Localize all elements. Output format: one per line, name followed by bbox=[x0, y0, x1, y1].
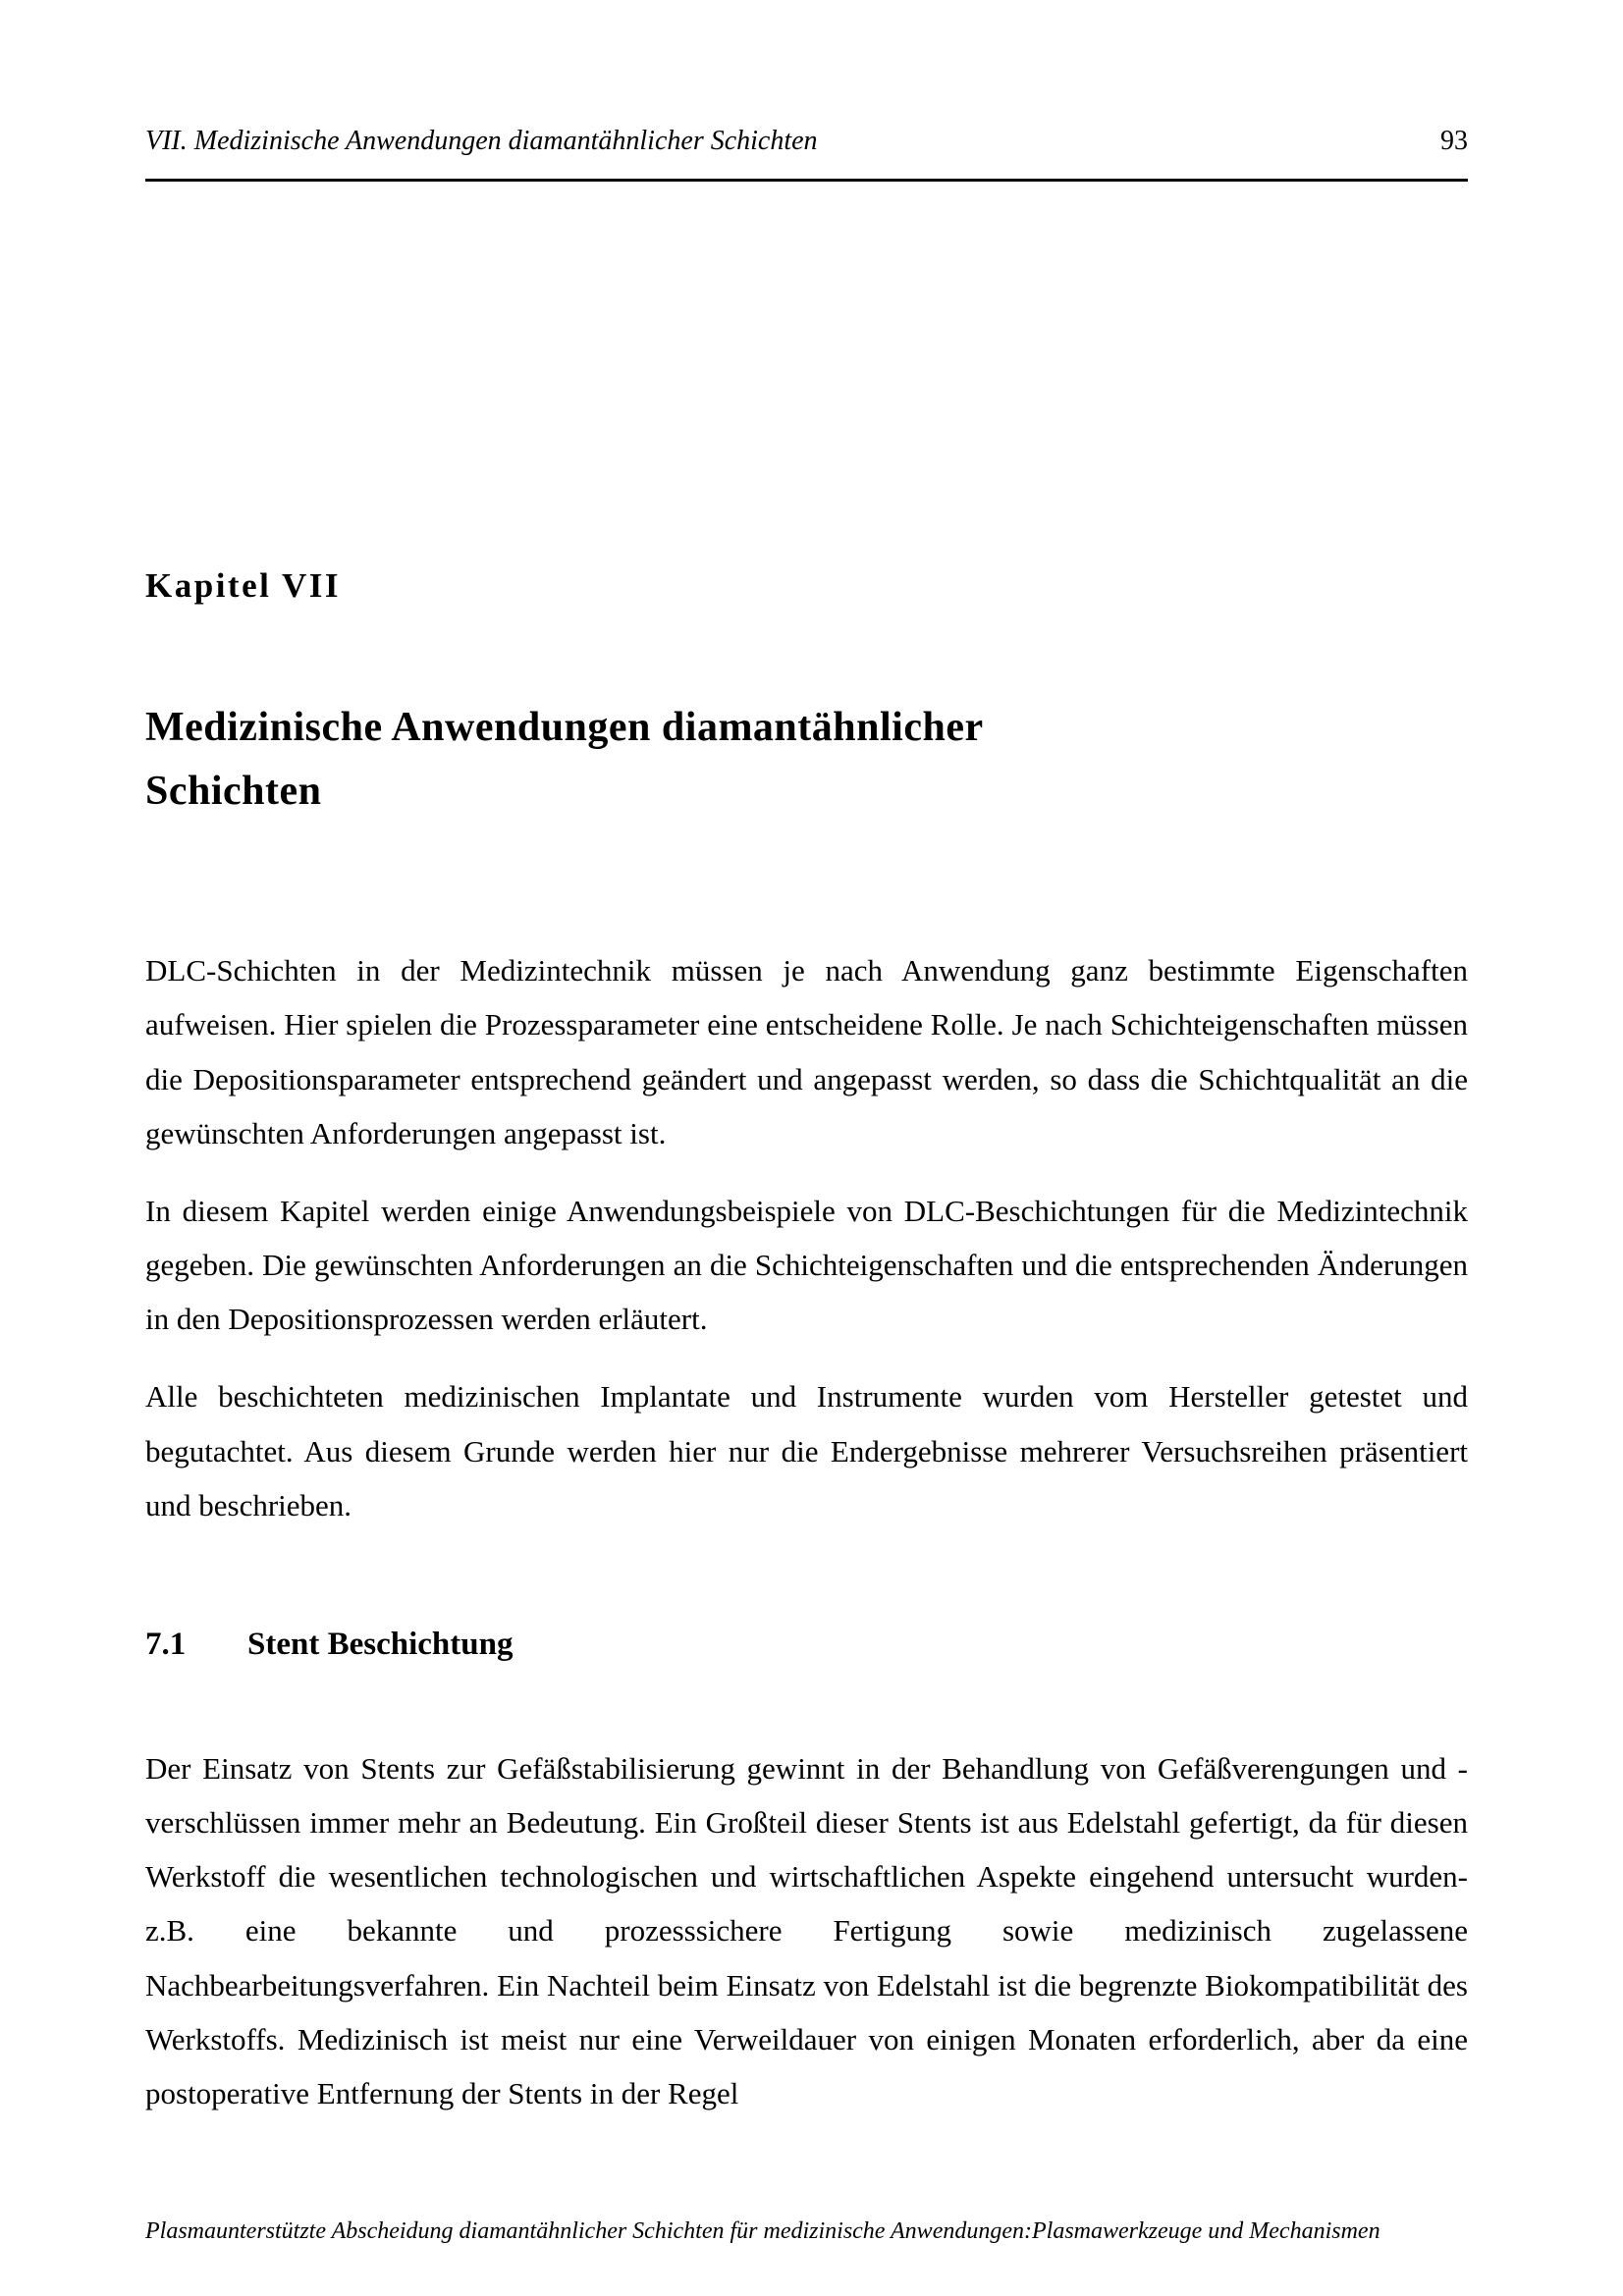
chapter-title: Medizinische Anwendungen diamantähnlicher Schichten bbox=[145, 705, 983, 815]
page-header bbox=[145, 0, 1468, 157]
intro-paragraph-1: DLC-Schichten in der Medizintechnik müssen je nach Anwendung ganz bestimmte Eigenschaften aufweisen. Hier spielen die Prozessparameter eine entscheidene Rolle. Je nach Schichteigenschaften müssen die Depositionsparameter entsprechend geändert und angepasst werden, so dass die Schichtqualität an die gewünschten Anforderungen angepasst ist. bbox=[145, 953, 1468, 1150]
intro-paragraph-2: In diesem Kapitel werden einige Anwendungsbeispiele von DLC-Beschichtungen für die Medizintechnik gegeben. Die gewünschten Anforderungen an die Schichteigenschaften und die entsprechenden Änderungen in den Depositionsprozessen werden erläutert. bbox=[145, 1193, 1468, 1337]
intro-paragraph-3: Alle beschichteten medizinischen Implantate und Instrumente wurden vom Hersteller getestet und begutachtet. Aus diesem Grunde werden hier nur die Endergebnisse mehrerer Versuchsreihen präsentiert und beschrieben. bbox=[145, 1379, 1468, 1522]
section-heading bbox=[145, 1627, 1468, 1663]
section-title: Stent Beschichtung bbox=[247, 1626, 514, 1662]
chapter-label: Kapitel VII bbox=[145, 566, 341, 605]
footer-running-title: Plasmaunterstützte Abscheidung diamantähnlicher Schichten für medizinische Anwendungen:Plasmawerkzeuge und Mechanismen bbox=[145, 2218, 1380, 2244]
page-number: 93 bbox=[1440, 126, 1468, 156]
section-text-block bbox=[145, 1741, 1468, 2120]
intro-text-block bbox=[145, 943, 1468, 1532]
running-header-title: VII. Medizinische Anwendungen diamantähnlicher Schichten bbox=[145, 126, 818, 156]
section-paragraph-1: Der Einsatz von Stents zur Gefäßstabilisierung gewinnt in der Behandlung von Gefäßverengungen und -verschlüssen immer mehr an Bedeutung. Ein Großteil dieser Stents ist aus Edelstahl gefertigt, da für diesen Werkstoff die wesentlichen technologischen und wirtschaftlichen Aspekte eingehend untersucht wurden- z.B. eine bekannte und prozesssichere Fertigung sowie medizinisch zugelassene Nachbearbeitungsverfahren. Ein Nachteil beim Einsatz von Edelstahl ist die begrenzte Biokompatibilität des Werkstoffs. Medizinisch ist meist nur eine Verweildauer von einigen Monaten erforderlich, aber da eine postoperative Entfernung der Stents in der Regel bbox=[145, 1750, 1468, 2110]
section-number: 7.1 bbox=[145, 1626, 187, 1662]
header-rule bbox=[145, 179, 1468, 182]
